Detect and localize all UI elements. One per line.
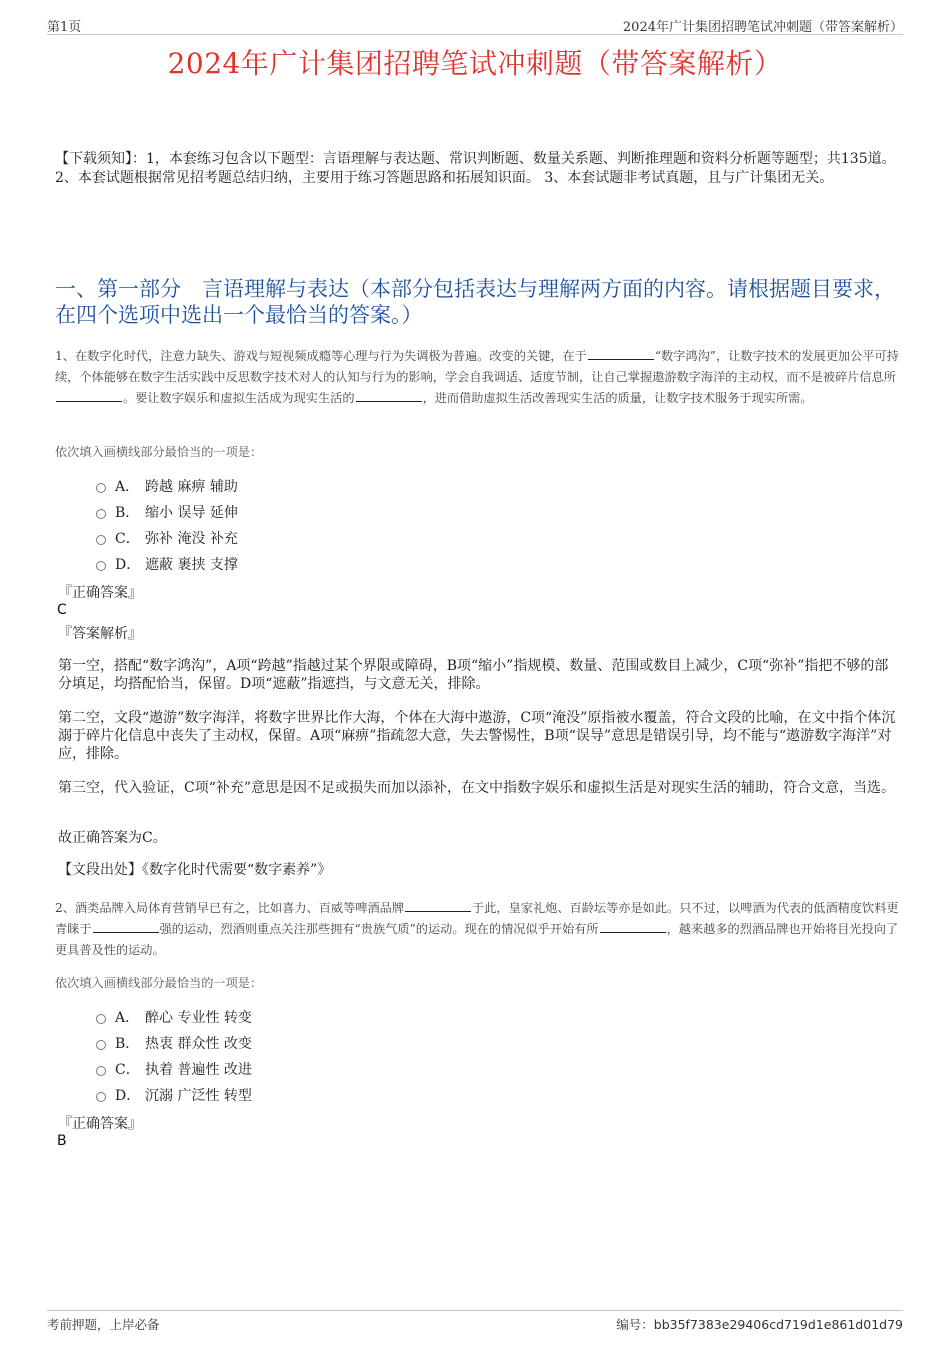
- q1-option-d[interactable]: D． 遮蔽 裹挟 支撑: [96, 551, 238, 577]
- document-title: 2024年广计集团招聘笔试冲刺题（带答案解析）: [167, 47, 783, 80]
- radio-icon[interactable]: [96, 1014, 106, 1024]
- q2-text-4: ，越来越多的烈酒品牌也开始将目光投向了更具普及性的运动。: [55, 922, 899, 957]
- q1-answer-label: 『正确答案』: [58, 585, 142, 601]
- q1-prompt: 依次填入画横线部分最恰当的一项是：: [55, 445, 263, 459]
- radio-icon[interactable]: [96, 1092, 106, 1102]
- q2-text-2: 于此，皇家礼炮、百龄坛等亦是如此。只不过，以啤酒为代表的低酒精度饮料更青睐于: [55, 901, 899, 936]
- question-2-stem: [55, 898, 900, 961]
- q1-analysis-1: 第一空，搭配“数字鸿沟”，A项“跨越”指越过某个界限或障碍，B项“缩小”指规模、数量、范围或数目上减少，C项“弥补”指把不够的部分填足，均搭配恰当，保留。D项“遮蔽”指遮挡，与文意无关，排除。: [58, 658, 889, 692]
- q1-blank-3: [356, 389, 422, 402]
- q2-answer: B: [57, 1133, 67, 1149]
- q1-answer: C: [57, 602, 67, 618]
- page-footer: [47, 1310, 903, 1331]
- q1-analysis-2: 第二空，文段“遨游”数字海洋，将数字世界比作大海，个体在大海中遨游，C项“淹没”原指被水覆盖，符合文段的比喻，在文中指个体沉溺于碎片化信息中丧失了主动权，保留。A项“麻痹”指疏忽大意，失去警惕性，B项“误导”意思是错误引导，均不能与“遨游数字海洋”对应，排除。: [58, 710, 896, 762]
- section-heading: 一、第一部分 言语理解与表达（本部分包括表达与理解两方面的内容。请根据题目要求，在四个选项中选出一个最恰当的答案。）: [55, 277, 895, 327]
- radio-icon[interactable]: [96, 1066, 106, 1076]
- page-number: 第1页: [47, 20, 82, 35]
- q1-analysis-3: 第三空，代入验证，C项“补充”意思是因不足或损失而加以添补，在文中指数字娱乐和虚拟生活是对现实生活的辅助，符合文意，当选。: [58, 780, 896, 796]
- q2-answer-label: 『正确答案』: [58, 1116, 142, 1132]
- q1-text-4: ，进而借助虚拟生活改善现实生活的质量，让数字技术服务于现实所需。: [422, 391, 813, 405]
- q2-option-c[interactable]: C． 执着 普遍性 改进: [96, 1056, 252, 1082]
- radio-icon[interactable]: [96, 483, 106, 493]
- q1-analysis-4: 故正确答案为C。: [58, 830, 167, 846]
- q2-prompt: 依次填入画横线部分最恰当的一项是：: [55, 976, 263, 990]
- footer-slogan: 考前押题，上岸必备: [47, 1317, 160, 1332]
- footer-code-label: 编号：: [616, 1317, 654, 1332]
- q2-blank-3: [600, 920, 666, 933]
- question-1-stem: [55, 346, 900, 409]
- q1-option-c[interactable]: C． 弥补 淹没 补充: [96, 525, 238, 551]
- footer-code: [616, 1315, 903, 1333]
- q2-option-b[interactable]: B． 热衷 群众性 改变: [96, 1030, 252, 1056]
- q1-blank-2: [56, 389, 122, 402]
- q2-text-1: 2、酒类品牌入局体育营销早已有之，比如喜力、百威等啤酒品牌: [55, 901, 405, 915]
- radio-icon[interactable]: [96, 1040, 106, 1050]
- radio-icon[interactable]: [96, 535, 106, 545]
- q1-analysis-label: 『答案解析』: [58, 626, 142, 642]
- q1-text-2: “数字鸿沟”，让数字技术的发展更加公平可持续，个体能够在数字生活实践中反思数字技术对人的认知与行为的影响，学会自我调适、适度节制，让自己掌握遨游数字海洋的主动权，而不是被碎片信息所: [55, 349, 899, 384]
- q1-option-b[interactable]: B． 缩小 误导 延伸: [96, 499, 238, 525]
- q2-text-3: 强的运动，烈酒则重点关注那些拥有“贵族气质”的运动。现在的情况似乎开始有所: [159, 922, 599, 936]
- q1-text-1: 1、在数字化时代，注意力缺失、游戏与短视频成瘾等心理与行为失调极为普遍。改变的关键，在于: [55, 349, 587, 363]
- footer-code-value: bb35f7383e29406cd719d1e861d01d79: [653, 1317, 903, 1332]
- q2-blank-1: [405, 899, 471, 912]
- radio-icon[interactable]: [96, 561, 106, 571]
- radio-icon[interactable]: [96, 509, 106, 519]
- q2-option-d[interactable]: D． 沉溺 广泛性 转型: [96, 1082, 252, 1108]
- q1-options: [96, 473, 238, 577]
- q2-option-a[interactable]: A． 醉心 专业性 转变: [96, 1004, 252, 1030]
- q1-source: 【文段出处】《数字化时代需要“数字素养”》: [58, 862, 332, 878]
- q1-text-3: 。要让数字娱乐和虚拟生活成为现实生活的: [123, 391, 355, 405]
- q1-option-a[interactable]: A． 跨越 麻痹 辅助: [96, 473, 238, 499]
- download-notice: 【下载须知】：1，本套练习包含以下题型：言语理解与表达题、常识判断题、数量关系题、判断推理题和资料分析题等题型；共135道。 2、本套试题根据常见招考题总结归纳，主要用于练习答题思路和拓展知识面。 3、本套试题非考试真题，且与广计集团无关。: [55, 151, 896, 186]
- header-doc-title: 2024年广计集团招聘笔试冲刺题（带答案解析）: [622, 20, 903, 35]
- q2-options: [96, 1004, 252, 1108]
- q1-blank-1: [588, 347, 654, 360]
- page-header: [47, 12, 903, 35]
- q2-blank-2: [93, 920, 159, 933]
